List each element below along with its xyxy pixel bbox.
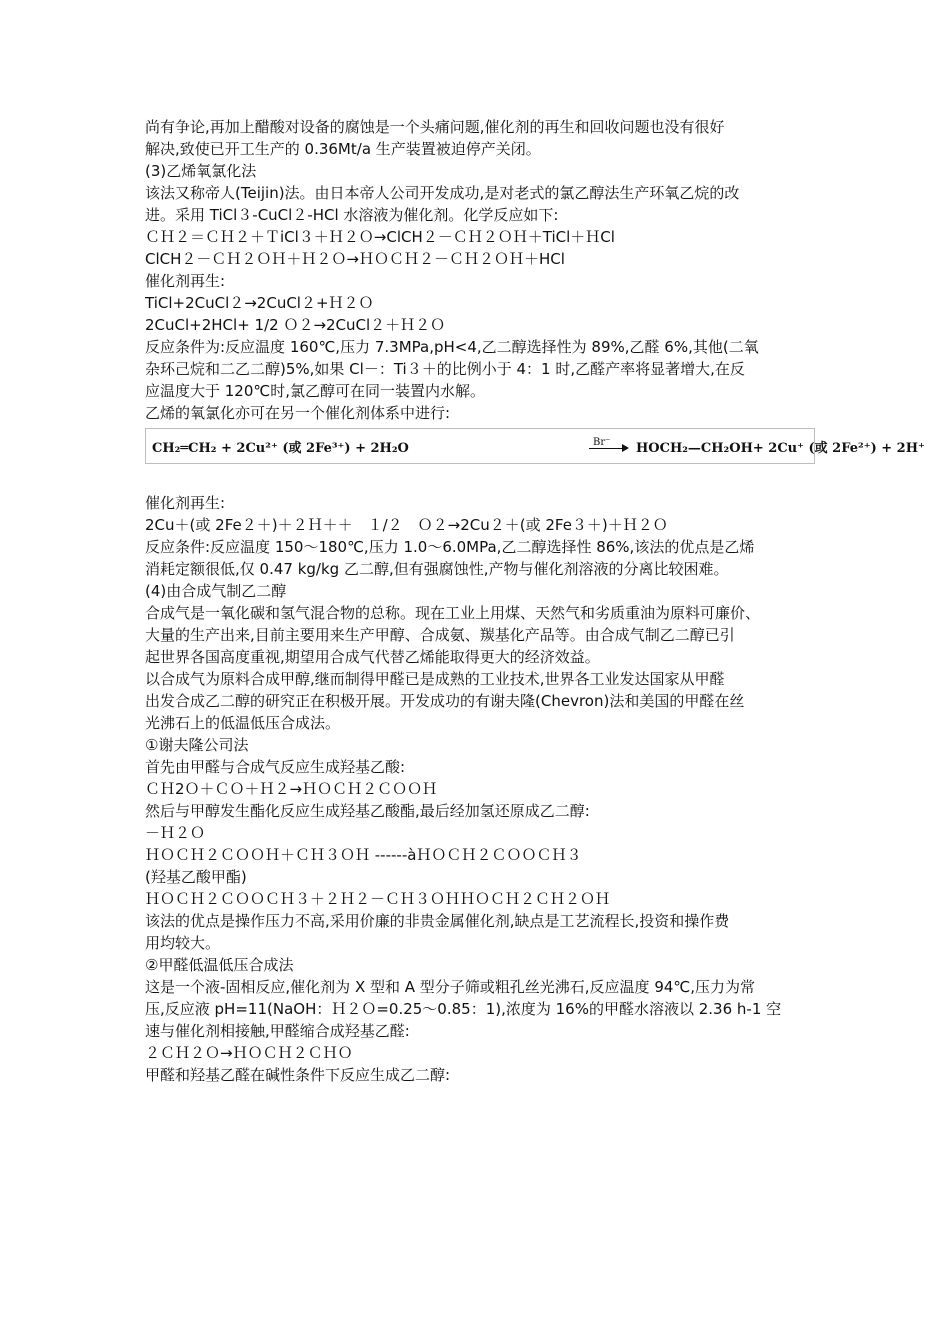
text-line: 消耗定额很低,仅 0.47 kg/kg 乙二醇,但有强腐蚀性,产物与催化剂溶液的分离比较困难。 [145, 560, 729, 578]
text-line: 该法的优点是操作压力不高,采用价廉的非贵金属催化剂,缺点是工艺流程长,投资和操作费 [145, 912, 730, 930]
text-line: 乙烯的氧氯化亦可在另一个催化剂体系中进行: [145, 404, 451, 422]
text-line: 首先由甲醛与合成气反应生成羟基乙酸: [145, 758, 406, 776]
text-line: 起世界各国高度重视,期望用合成气代替乙烯能取得更大的经济效益。 [145, 648, 600, 666]
section-heading: (3)乙烯氧氯化法 [145, 162, 257, 180]
text-line: 尚有争论,再加上醋酸对设备的腐蚀是一个头痛问题,催化剂的再生和回收问题也没有很好 [145, 118, 725, 136]
equation-line: 2Cu＋(或 2Fe２＋)＋２Ｈ＋＋ １/２ Ｏ２→2Cu２＋(或 2Fe３＋)＋Ｈ２Ｏ [145, 516, 668, 534]
equation-line: ＨＯＣＨ２ＣＯＯＨ＋ＣＨ３ＯＨ ------àＨＯＣＨ２ＣＯＯＣＨ３ [145, 846, 582, 864]
text-line: 甲醛和羟基乙醛在碱性条件下反应生成乙二醇: [145, 1066, 451, 1084]
equation-line: ＨＯＣＨ２ＣＯＯＣＨ３＋２Ｈ２－ＣＨ３ＯＨＨＯＣＨ２ＣＨ２ＯＨ [145, 890, 611, 908]
equation-image [145, 428, 925, 464]
text-line: 速与催化剂相接触,甲醛缩合成羟基乙醛: [145, 1022, 410, 1040]
text-line: 大量的生产出来,目前主要用来生产甲醇、合成氨、羰基化产品等。由合成气制乙二醇已引 [145, 626, 735, 644]
equation-catalyst: Br⁻ [593, 437, 611, 448]
equation-line: ＣＨ２＝ＣＨ２＋ＴiCl３＋Ｈ２Ｏ→ClCH２－ＣＨ２ＯＨ＋TiCl＋ＨCl [145, 228, 615, 246]
equation-left: CH₂═CH₂ + 2Cu²⁺ (或 2Fe³⁺) + 2H₂O [152, 441, 409, 456]
text-line: 这是一个液-固相反应,催化剂为 X 型和 A 型分子筛或粗孔丝光沸石,反应温度 94℃,压力为常 [145, 978, 756, 996]
text-line: 用均较大。 [145, 934, 221, 952]
subsection-heading: ②甲醛低温低压合成法 [145, 956, 294, 974]
text-line: 催化剂再生: [145, 272, 226, 290]
equation-line: ２ＣＨ２Ｏ→ＨＯＣＨ２ＣＨＯ [145, 1044, 353, 1062]
text-line: 反应条件:反应温度 150～180℃,压力 1.0～6.0MPa,乙二醇选择性 86%,该法的优点是乙烯 [145, 538, 755, 556]
equation-right: HOCH₂—CH₂OH+ 2Cu⁺ (或 2Fe²⁺) + 2H⁺ [636, 441, 925, 456]
text-line: 该法又称帝人(Teijin)法。由日本帝人公司开发成功,是对老式的氯乙醇法生产环氧乙烷的改 [145, 184, 740, 202]
text-line: 压,反应液 pH=11(NaOH：Ｈ２Ｏ=0.25～0.85：1),浓度为 16%的甲醛水溶液以 2.36 h-1 空 [145, 1000, 782, 1018]
document-page [145, 116, 925, 1086]
text-line: 解决,致使已开工生产的 0.36Mt/a 生产装置被迫停产关闭。 [145, 140, 541, 158]
text-line: 以合成气为原料合成甲醇,继而制得甲醛已是成熟的工业技术,世界各工业发达国家从甲醛 [145, 670, 725, 688]
equation-line: ＣＨ2Ｏ＋ＣＯ＋Ｈ２→ＨＯＣＨ２ＣＯＯＨ [145, 780, 438, 798]
text-line: 然后与甲醇发生酯化反应生成羟基乙酸酯,最后经加氢还原成乙二醇: [145, 802, 590, 820]
equation-line: 2CuCl+2HCl+ 1/2 Ｏ２→2CuCl２＋Ｈ２Ｏ [145, 316, 446, 334]
equation-line: ClCH２－ＣＨ２ＯＨ＋Ｈ２Ｏ→ＨＯＣＨ２－ＣＨ２ＯＨ＋HCl [145, 250, 565, 268]
text-line: 合成气是一氧化碳和氢气混合物的总称。现在工业上用煤、天然气和劣质重油为原料可廉价、 [145, 604, 761, 622]
section-heading: (4)由合成气制乙二醇 [145, 582, 287, 600]
text-line: 出发合成乙二醇的研究正在积极开展。开发成功的有谢夫隆(Chevron)法和美国的甲醛在丝 [145, 692, 745, 710]
text-line: 应温度大于 120℃时,氯乙醇可在同一装置内水解。 [145, 382, 486, 400]
equation-line: －Ｈ２Ｏ [145, 824, 206, 842]
text-line: 反应条件为:反应温度 160℃,压力 7.3MPa,pH<4,乙二醇选择性为 89%,乙醛 6%,其他(二氧 [145, 338, 759, 356]
text-line: (羟基乙酸甲酯) [145, 868, 247, 886]
reaction-arrow-icon [589, 433, 629, 459]
text-line: 催化剂再生: [145, 494, 226, 512]
text-line: 进。采用 TiCl３-CuCl２-HCl 水溶液为催化剂。化学反应如下: [145, 206, 559, 224]
equation-line: TiCl+2CuCl２→2CuCl２+Ｈ２Ｏ [145, 294, 374, 312]
text-line: 杂环己烷和二乙二醇)5%,如果 Cl－：Ti３＋的比例小于 4：1 时,乙醛产率将显著增大,在反 [145, 360, 745, 378]
text-line: 光沸石上的低温低压合成法。 [145, 714, 341, 732]
subsection-heading: ①谢夫隆公司法 [145, 736, 249, 754]
